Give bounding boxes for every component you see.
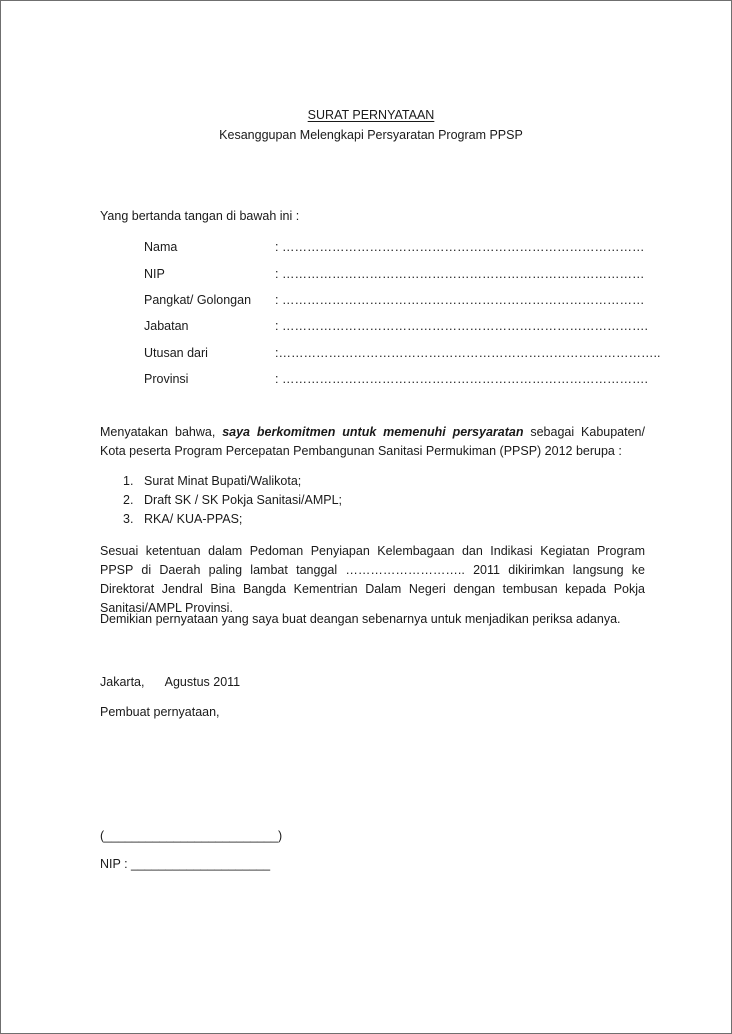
statement-suffix: sebagai Kabupaten/ Kota peserta Program Percepatan Pembangunan Sanitasi Permukiman (PPSP) 2012 berupa : — [100, 425, 645, 458]
field-label-utusan: Utusan dari — [144, 346, 208, 360]
nip-signature-line: NIP : ____________________ — [100, 857, 271, 871]
statement-emphasis: saya berkomitmen untuk memenuhi persyaratan — [222, 425, 524, 439]
field-value-pangkat: : …………………………………………………………………………… — [275, 293, 645, 307]
field-value-provinsi: : ……………………………………………………………………………. — [275, 372, 648, 386]
signature-line: (_________________________) — [100, 829, 283, 843]
intro-text: Yang bertanda tangan di bawah ini : — [100, 209, 300, 223]
statement-paragraph — [100, 423, 645, 461]
list-item: Surat Minat Bupati/Walikota; — [144, 474, 302, 488]
document-subtitle: Kesanggupan Melengkapi Persyaratan Program PPSP — [219, 128, 523, 142]
place-date: Jakarta, Agustus 2011 — [100, 675, 241, 689]
field-value-utusan: :……………………………………………………………………………….. — [275, 346, 661, 360]
field-value-nip: : …………………………………………………………………………… — [275, 267, 645, 281]
field-label-pangkat: Pangkat/ Golongan — [144, 293, 252, 307]
closing-text: Demikian pernyataan yang saya buat deangan sebenarnya untuk menjadikan periksa adanya. — [100, 612, 621, 626]
field-label-provinsi: Provinsi — [144, 372, 189, 386]
list-item: RKA/ KUA-PPAS; — [144, 512, 243, 526]
list-item-number: 1. — [123, 474, 134, 488]
statement-prefix: Menyatakan bahwa, — [100, 425, 223, 439]
list-item-number: 2. — [123, 493, 134, 507]
provision-paragraph: Sesuai ketentuan dalam Pedoman Penyiapan Kelembagaan dan Indikasi Kegiatan Program PPSP di Daerah paling lambat tanggal ……………………….. 2011 dikirimkan langsung ke Direktorat Jendral Bina Bangda Kementrian Dalam Negeri dengan tembusan kepada Pokja Sanitasi/AMPL Provinsi. — [100, 544, 645, 615]
document-title: SURAT PERNYATAAN — [307, 108, 435, 122]
field-value-jabatan: : ……………………………………………………………………………. — [275, 319, 648, 333]
field-label-nip: NIP — [144, 267, 165, 281]
field-label-jabatan: Jabatan — [144, 319, 189, 333]
list-item-number: 3. — [123, 512, 134, 526]
field-value-nama: : …………………………………………………………………………… — [275, 240, 645, 254]
signer-label: Pembuat pernyataan, — [100, 705, 220, 719]
list-item: Draft SK / SK Pokja Sanitasi/AMPL; — [144, 493, 342, 507]
field-label-nama: Nama — [144, 240, 178, 254]
